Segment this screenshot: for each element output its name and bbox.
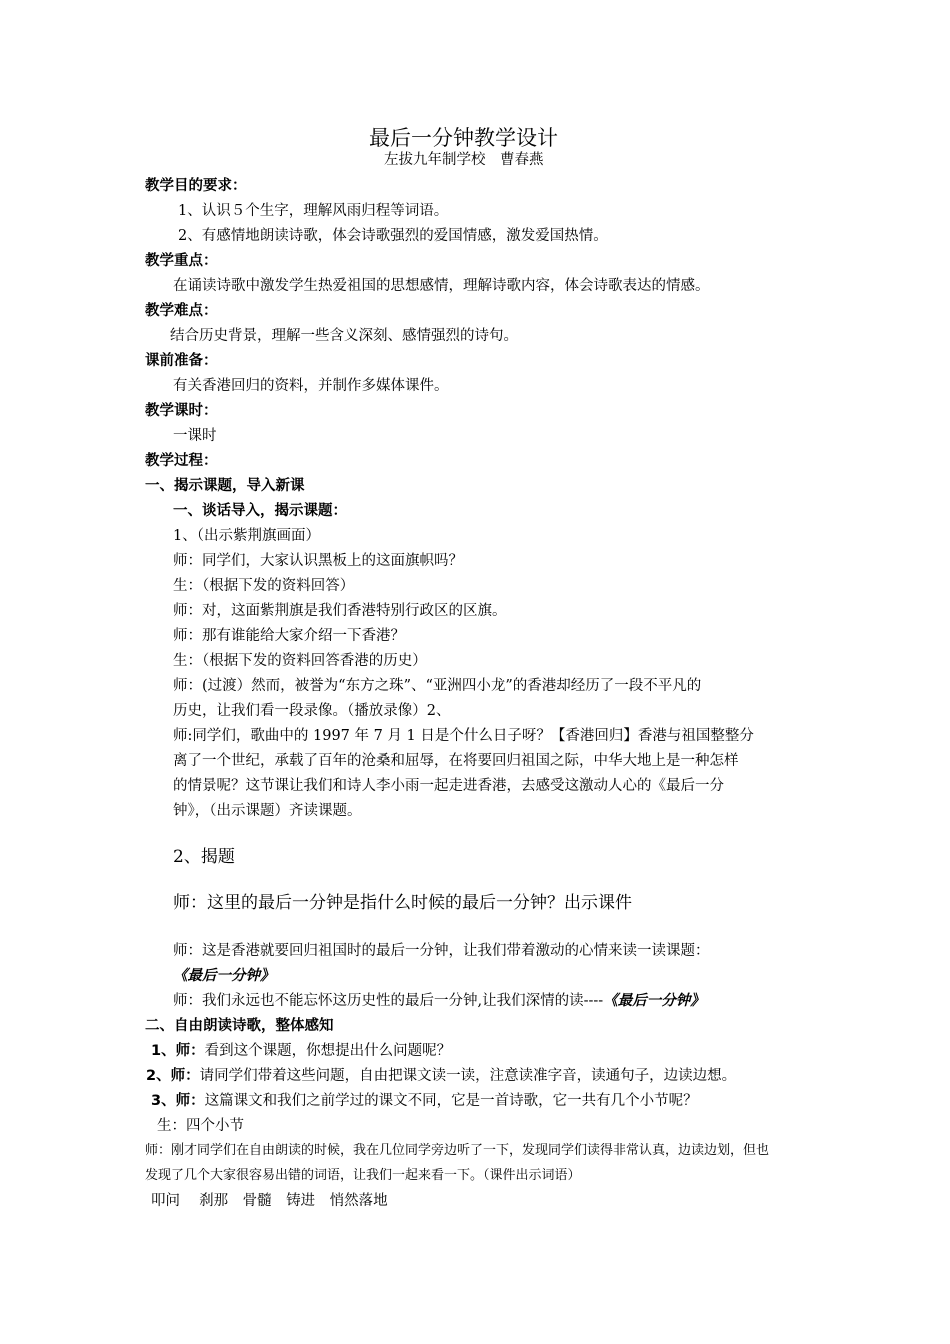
heading-prep: 课前准备： [145, 353, 218, 369]
prep-text: 有关香港回归的资料，并制作多媒体课件。 [173, 378, 449, 394]
para-5: 师：那有谁能给大家介绍一下香港？ [173, 628, 405, 644]
para-7-line-1: 师：(过渡）然而，被誉为“东方之珠”、“亚洲四小龙”的香港却经历了一段不平凡的 [173, 678, 702, 694]
hours-text: 一课时 [173, 428, 217, 444]
para-12-title: 《最后一分钟》 [603, 993, 705, 1009]
question-3 [151, 1093, 698, 1110]
doc-title: 最后一分钟教学设计 [369, 126, 558, 150]
section-1-heading: 一、揭示课题，导入新课 [145, 478, 305, 494]
para-3: 生：（根据下发的资料回答） [173, 578, 355, 594]
para-6: 生：（根据下发的资料回答香港的历史） [173, 653, 427, 669]
section-1-subheading: 一、谈话导入，揭示课题： [173, 503, 347, 519]
heading-difficult: 教学难点： [145, 303, 218, 319]
para-13-line-2: 发现了几个大家很容易出错的词语，让我们一起来看一下。（课件出示词语） [145, 1168, 581, 1183]
para-13-line-1: 师：刚才同学们在自由朗读的时候，我在几位同学旁边听了一下，发现同学们读得非常认真，边读边划，但也 [145, 1143, 770, 1158]
para-11-line-1: 师：这是香港就要回归祖国时的最后一分钟，让我们带着激动的心情来读一读课题： [173, 943, 710, 959]
word-list: 叩问 刹那 骨髓 铸进 悄然落地 [151, 1193, 388, 1209]
para-8-line-3: 的情景呢？这节课让我们和诗人李小雨一起走进香港，去感受这激动人心的《最后一分 [173, 778, 724, 794]
answer-3: 生：四个小节 [157, 1118, 244, 1134]
para-8-line-1: 师:同学们，歌曲中的 1997 年 7 月 1 日是个什么日子呀？【香港回归】香港与祖国整整分 [173, 728, 754, 744]
para-10: 师：这里的最后一分钟是指什么时候的最后一分钟？出示课件 [173, 893, 632, 913]
para-9: 2、揭题 [173, 847, 235, 867]
heading-goals: 教学目的要求： [145, 178, 247, 194]
para-12-text: 师：我们永远也不能忘怀这历史性的最后一分钟,让我们深情的读---- [173, 993, 604, 1009]
section-2-heading: 二、自由朗读诗歌，整体感知 [145, 1018, 334, 1034]
key-point: 在诵读诗歌中激发学生热爱祖国的思想感情，理解诗歌内容，体会诗歌表达的情感。 [173, 278, 710, 294]
difficult-point: 结合历史背景，理解一些含义深刻、感情强烈的诗句。 [170, 328, 518, 344]
heading-hours: 教学课时： [145, 403, 218, 419]
para-8-line-4: 钟》，（出示课题）齐读课题。 [173, 803, 362, 819]
question-2-num: 2、师： [146, 1068, 200, 1084]
question-2-text: 请同学们带着这些问题，自由把课文读一读，注意读准字音，读通句子，边读边想。 [199, 1068, 737, 1084]
question-2 [146, 1068, 736, 1085]
para-4: 师：对，这面紫荆旗是我们香港特别行政区的区旗。 [173, 603, 507, 619]
doc-author: 左拔九年制学校 曹春燕 [384, 152, 544, 168]
question-3-text: 这篇课文和我们之前学过的课文不同，它是一首诗歌，它一共有几个小节呢？ [204, 1093, 698, 1109]
para-7-line-2: 历史，让我们看一段录像。（播放录像）2、 [173, 703, 451, 719]
para-11-line-2: 《最后一分钟》 [173, 968, 275, 984]
question-1-text: 看到这个课题，你想提出什么问题呢？ [204, 1043, 452, 1059]
para-12 [173, 993, 705, 1010]
para-2: 师：同学们，大家认识黑板上的这面旗帜吗？ [173, 553, 463, 569]
heading-key: 教学重点： [145, 253, 218, 269]
para-1: 1、（出示紫荆旗画面） [173, 528, 320, 544]
question-1 [151, 1043, 451, 1060]
goal-2: 2、有感情地朗读诗歌，体会诗歌强烈的爱国情感，激发爱国热情。 [178, 228, 608, 244]
question-1-num: 1、师： [151, 1043, 205, 1059]
goal-1: 1、认识５个生字，理解风雨归程等词语。 [178, 203, 449, 219]
question-3-num: 3、师： [151, 1093, 205, 1109]
para-8-line-2: 离了一个世纪，承载了百年的沧桑和屈辱，在将要回归祖国之际，中华大地上是一种怎样 [173, 753, 739, 769]
heading-process: 教学过程： [145, 453, 218, 469]
